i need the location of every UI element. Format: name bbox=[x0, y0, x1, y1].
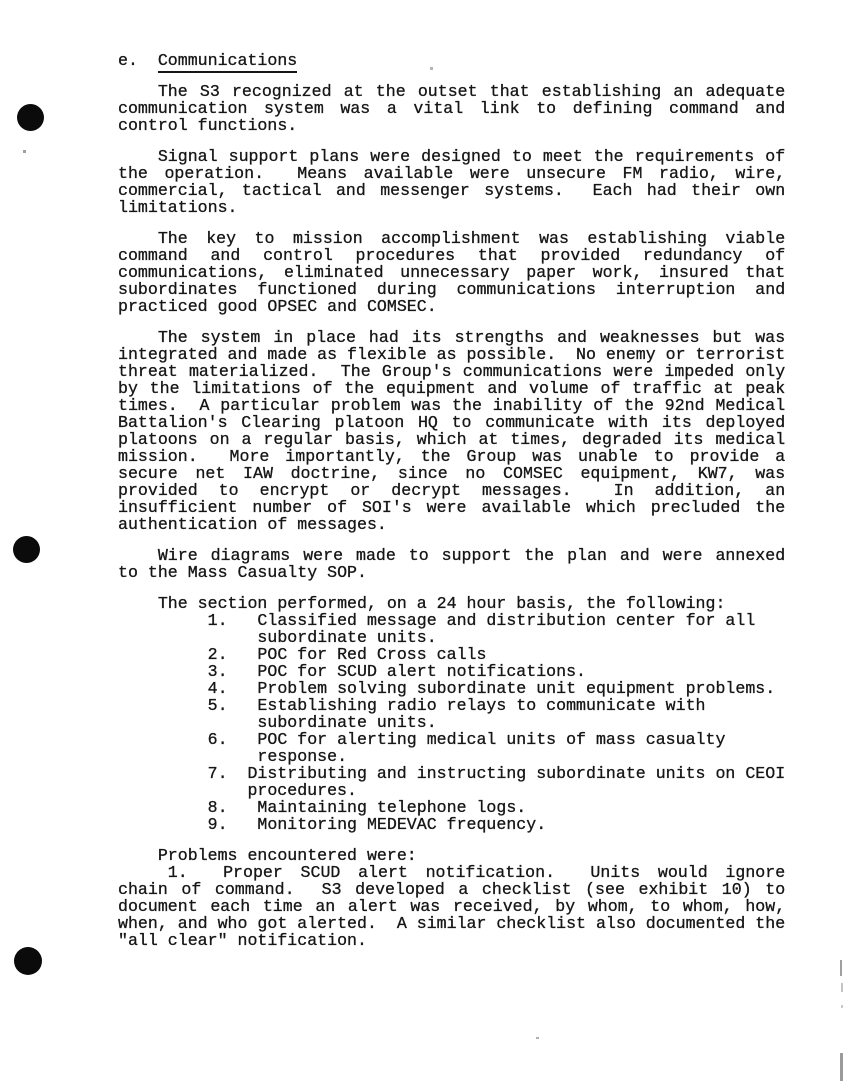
scan-speck bbox=[23, 150, 26, 153]
section-heading bbox=[118, 52, 785, 69]
list-item-number: 1. bbox=[207, 611, 228, 630]
list-item-line: subordinate units. bbox=[257, 713, 437, 732]
paragraph-line: The S3 recognized at the outset that establishing an adequate bbox=[157, 82, 786, 101]
paragraph-line: times. A particular problem was the inability of the 92nd Medical bbox=[118, 396, 786, 415]
section-title: Communications bbox=[158, 51, 297, 73]
paragraph-line: to the Mass Casualty SOP. bbox=[118, 563, 367, 582]
list-item-line: subordinate units. bbox=[257, 628, 437, 647]
list-item-line: 9. Monitoring MEDEVAC frequency. bbox=[207, 815, 547, 834]
paragraph-block bbox=[118, 329, 785, 533]
scan-speck bbox=[536, 1037, 539, 1039]
hole-punch bbox=[17, 104, 44, 131]
scan-speck bbox=[840, 960, 842, 976]
problems-line: document each time an alert was received, by whom, to whom, how, bbox=[118, 897, 786, 916]
paragraph-line: commercial, tactical and messenger systems. Each had their own bbox=[118, 181, 786, 200]
problems-line: 1. Proper SCUD alert notification. Units would ignore bbox=[167, 863, 786, 882]
problems-line: chain of command. S3 developed a checklist (see exhibit 10) to bbox=[118, 880, 786, 899]
paragraph-line: the operation. Means available were unsecure FM radio, wire, bbox=[118, 164, 786, 183]
hole-punch bbox=[13, 536, 40, 563]
list-item-number: 2. bbox=[207, 645, 228, 664]
list-item-line: 4. Problem solving subordinate unit equipment problems. bbox=[207, 679, 776, 698]
heading-block bbox=[118, 52, 785, 69]
paragraph-line: insufficient number of SOI's were available which precluded the bbox=[118, 498, 786, 517]
scan-speck bbox=[840, 1053, 843, 1081]
paragraph-line: secure net IAW doctrine, since no COMSEC equipment, KW7, was bbox=[118, 464, 786, 483]
section-letter: e. bbox=[118, 51, 138, 70]
paragraph-line: threat materialized. The Group's communications were impeded only bbox=[118, 362, 786, 381]
paragraph-line: control functions. bbox=[118, 116, 298, 135]
list-item-line: 8. Maintaining telephone logs. bbox=[207, 798, 527, 817]
paragraph-line: Battalion's Clearing platoon HQ to communicate with its deployed bbox=[118, 413, 786, 432]
scan-speck bbox=[430, 67, 433, 70]
paragraph-block bbox=[118, 230, 785, 315]
paragraph-line: subordinates functioned during communications interruption and bbox=[118, 280, 786, 299]
list-item-number: 5. bbox=[207, 696, 228, 715]
paragraph-line: Wire diagrams were made to support the plan and were annexed bbox=[157, 546, 786, 565]
paragraph-line: practiced good OPSEC and COMSEC. bbox=[118, 297, 437, 316]
hole-punch bbox=[14, 947, 42, 975]
list-item-line: response. bbox=[257, 747, 348, 766]
list-item-line: 1. Classified message and distribution center for all bbox=[207, 611, 756, 630]
list-item-number: 3. bbox=[207, 662, 228, 681]
numbered_paragraph-block bbox=[118, 847, 785, 949]
list-intro: The section performed, on a 24 hour basis, the following: bbox=[157, 594, 726, 613]
list-item-number: 7. bbox=[207, 764, 228, 783]
paragraph-line: Signal support plans were designed to meet the requirements of bbox=[157, 147, 786, 166]
document-body bbox=[118, 52, 785, 949]
paragraph-line: communications, eliminated unnecessary paper work, insured that bbox=[118, 263, 786, 282]
list-item-line: procedures. bbox=[247, 781, 357, 800]
problems-intro: Problems encountered were: bbox=[157, 846, 417, 865]
paragraph-block bbox=[118, 83, 785, 134]
paragraph-line: authentication of messages. bbox=[118, 515, 387, 534]
paragraph-line: integrated and made as flexible as possible. No enemy or terrorist bbox=[118, 345, 786, 364]
scan-speck bbox=[841, 1005, 843, 1008]
paragraph-line: provided to encrypt or decrypt messages. In addition, an bbox=[118, 481, 786, 500]
list-item-number: 9. bbox=[207, 815, 228, 834]
list-item-line: 5. Establishing radio relays to communicate with bbox=[207, 696, 706, 715]
list-item-line: 2. POC for Red Cross calls bbox=[207, 645, 487, 664]
paragraph-line: by the limitations of the equipment and volume of traffic at peak bbox=[118, 379, 786, 398]
paragraph-line: The key to mission accomplishment was establishing viable bbox=[157, 229, 786, 248]
paragraph-line: mission. More importantly, the Group was unable to provide a bbox=[118, 447, 786, 466]
paragraph-line: communication system was a vital link to defining command and bbox=[118, 99, 786, 118]
list-item-line: 6. POC for alerting medical units of mass casualty bbox=[207, 730, 726, 749]
paragraph-block bbox=[118, 148, 785, 216]
problems-line: when, and who got alerted. A similar checklist also documented the bbox=[118, 914, 786, 933]
paragraph-line: command and control procedures that provided redundancy of bbox=[118, 246, 786, 265]
paragraph-line: The system in place had its strengths and weaknesses but was bbox=[157, 328, 786, 347]
scan-speck bbox=[841, 983, 843, 992]
paragraph-block bbox=[118, 547, 785, 581]
list-item-number: 8. bbox=[207, 798, 228, 817]
problems-line: "all clear" notification. bbox=[118, 931, 367, 950]
list-block bbox=[118, 595, 785, 833]
paragraph-line: limitations. bbox=[118, 198, 238, 217]
list-item-line: 7. Distributing and instructing subordinate units on CEOI bbox=[207, 764, 786, 783]
list-item-line: 3. POC for SCUD alert notifications. bbox=[207, 662, 587, 681]
paragraph-line: platoons on a regular basis, which at times, degraded its medical bbox=[118, 430, 786, 449]
list-item-number: 6. bbox=[207, 730, 228, 749]
list-item-number: 4. bbox=[207, 679, 228, 698]
